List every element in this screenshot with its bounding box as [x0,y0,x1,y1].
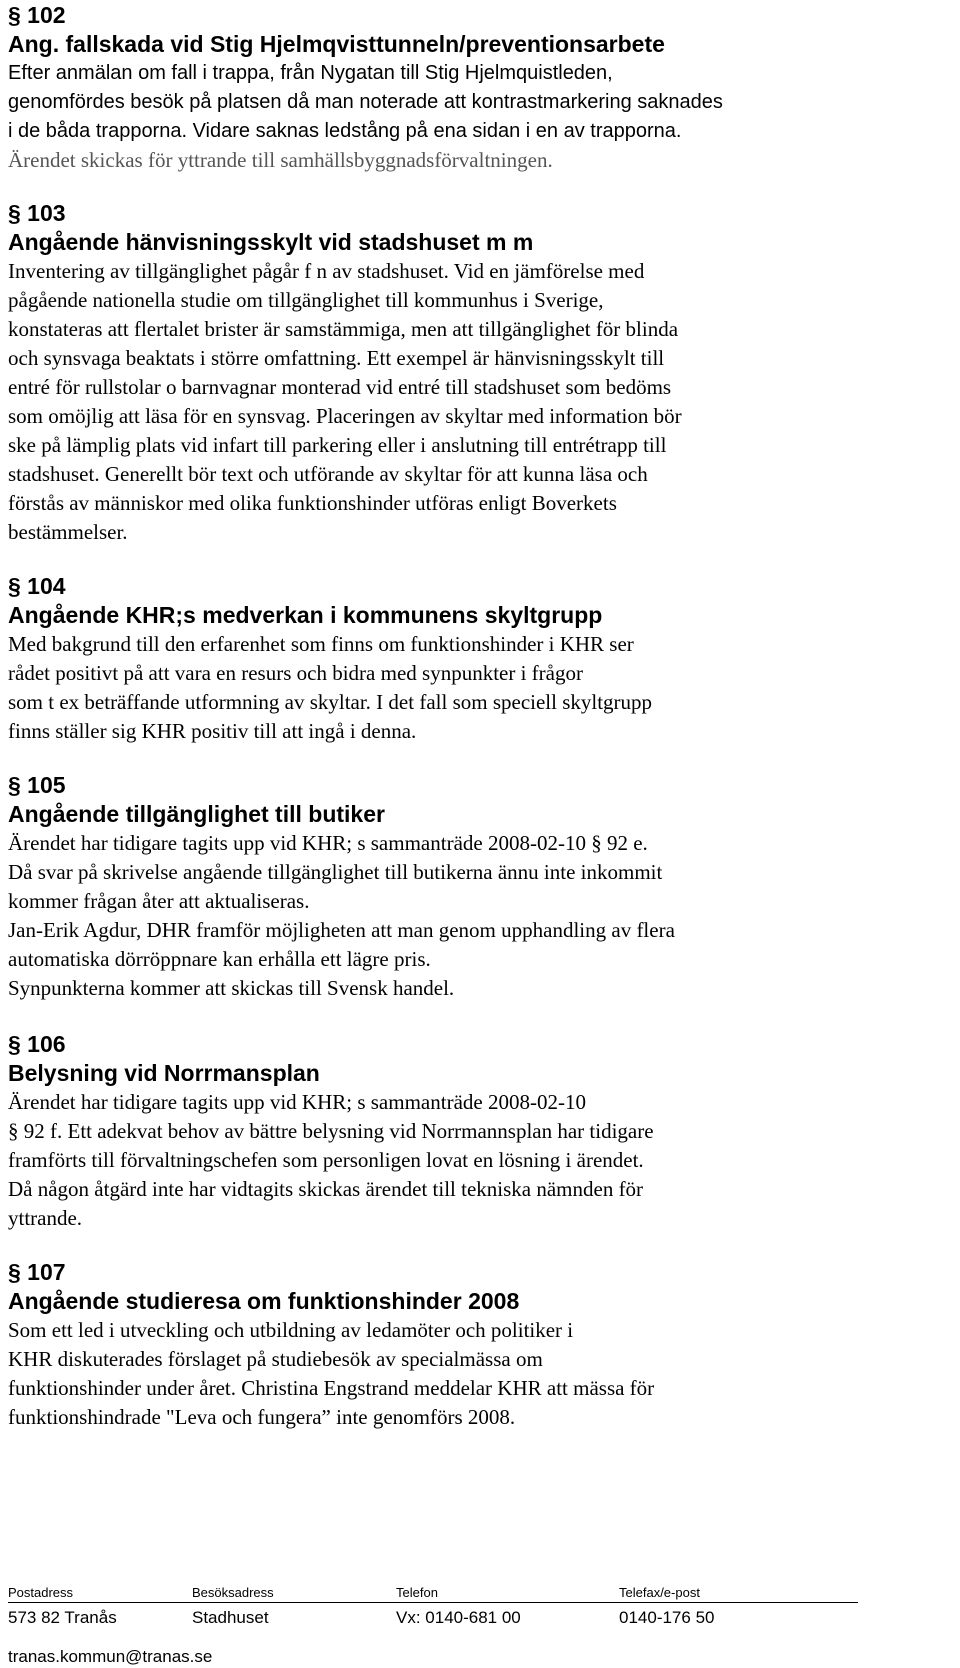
section-102 [8,0,953,175]
text-line: rådet positivt på att vara en resurs och bidra med synpunkter i frågor [8,661,583,685]
text-line: Som ett led i utveckling och utbildning av ledamöter och politiker i [8,1318,574,1342]
section-number: § 107 [8,1259,66,1285]
text-line: Då svar på skrivelse angående tillgänglighet till butikerna ännu inte inkommit [8,860,663,884]
section-105 [8,770,953,1003]
footer-heading-telefon: Telefon [396,1585,438,1600]
text-line: finns ställer sig KHR positiv till att ingå i denna. [8,719,417,743]
section-103 [8,198,953,547]
footer-heading-besoksadress: Besöksadress [192,1585,274,1600]
text-line: ske på lämplig plats vid infart till parkering eller i anslutning till entrétrapp till [8,433,667,457]
section-title: Belysning vid Norrmansplan [8,1060,320,1086]
section-number: § 105 [8,772,66,798]
text-line: funktionshindrade "Leva och fungera” inte genomförs 2008. [8,1405,516,1429]
text-line: framförts till förvaltningschefen som personligen lovat en lösning i ärendet. [8,1148,644,1172]
text-line: i de båda trapporna. Vidare saknas ledstång på ena sidan i en av trapporna. [8,120,682,142]
text-line: stadshuset. Generellt bör text och utförande av skyltar för att kunna läsa och [8,462,648,486]
text-line: konstateras att flertalet brister är samstämmiga, men att tillgänglighet för blinda [8,317,679,341]
footer-heading-telefax: Telefax/e-post [619,1585,700,1600]
text-line: yttrande. [8,1206,83,1230]
text-line: funktionshinder under året. Christina Engstrand meddelar KHR att mässa för [8,1376,655,1400]
text-line: kommer frågan åter att aktualiseras. [8,889,310,913]
footer-email-link[interactable]: tranas.kommun@tranas.se [8,1647,213,1666]
footer-divider [8,1602,858,1603]
footer-heading-postadress: Postadress [8,1585,74,1600]
text-line: förstås av människor med olika funktionshinder utföras enligt Boverkets [8,491,617,515]
section-title: Angående hänvisningsskylt vid stadshuset m m [8,229,534,255]
text-line: KHR diskuterades förslaget på studiebesök av specialmässa om [8,1347,543,1371]
section-title: Angående studieresa om funktionshinder 2008 [8,1288,520,1314]
text-line: Jan-Erik Agdur, DHR framför möjligheten att man genom upphandling av flera [8,918,675,942]
text-line: Ärendet har tidigare tagits upp vid KHR; s sammanträde 2008-02-10 [8,1090,586,1114]
text-line: automatiska dörröppnare kan erhålla ett lägre pris. [8,947,431,971]
text-line: som omöjlig att läsa för en synsvag. Placeringen av skyltar med information bör [8,404,682,428]
text-line: § 92 f. Ett adekvat behov av bättre belysning vid Norrmannsplan har tidigare [8,1119,654,1143]
section-107 [8,1257,953,1432]
footer-postadress: 573 82 Tranås [8,1608,117,1627]
text-line: bestämmelser. [8,520,128,544]
section-number: § 103 [8,200,66,226]
text-line: Då någon åtgärd inte har vidtagits skickas ärendet till tekniska nämnden för [8,1177,644,1201]
section-number: § 102 [8,2,66,28]
text-line: Efter anmälan om fall i trappa, från Nygatan till Stig Hjelmquistleden, [8,62,613,84]
text-line: Inventering av tillgänglighet pågår f n av stadshuset. Vid en jämförelse med [8,259,645,283]
footer-telefon: Vx: 0140-681 00 [396,1608,521,1627]
footer-besoksadress: Stadhuset [192,1608,269,1627]
text-line: Ärendet skickas för yttrande till samhällsbyggnadsförvaltningen. [8,148,553,172]
section-104 [8,571,953,746]
footer-telefax: 0140-176 50 [619,1608,715,1627]
section-title: Ang. fallskada vid Stig Hjelmqvisttunneln/preventionsarbete [8,31,665,57]
section-number: § 104 [8,573,66,599]
section-106 [8,1029,953,1233]
text-line: genomfördes besök på platsen då man noterade att kontrastmarkering saknades [8,91,723,113]
text-line: pågående nationella studie om tillgänglighet till kommunhus i Sverige, [8,288,604,312]
text-line: Med bakgrund till den erfarenhet som finns om funktionshinder i KHR ser [8,632,634,656]
text-line: och synsvaga beaktats i större omfattning. Ett exempel är hänvisningsskylt till [8,346,665,370]
section-number: § 106 [8,1031,66,1057]
section-title: Angående tillgänglighet till butiker [8,801,385,827]
text-line: Ärendet har tidigare tagits upp vid KHR; s sammanträde 2008-02-10 § 92 e. [8,831,648,855]
text-line: som t ex beträffande utformning av skyltar. I det fall som speciell skyltgrupp [8,690,653,714]
text-line: Synpunkterna kommer att skickas till Svensk handel. [8,976,455,1000]
text-line: entré för rullstolar o barnvagnar monterad vid entré till stadshuset som bedöms [8,375,672,399]
section-title: Angående KHR;s medverkan i kommunens skyltgrupp [8,602,603,628]
